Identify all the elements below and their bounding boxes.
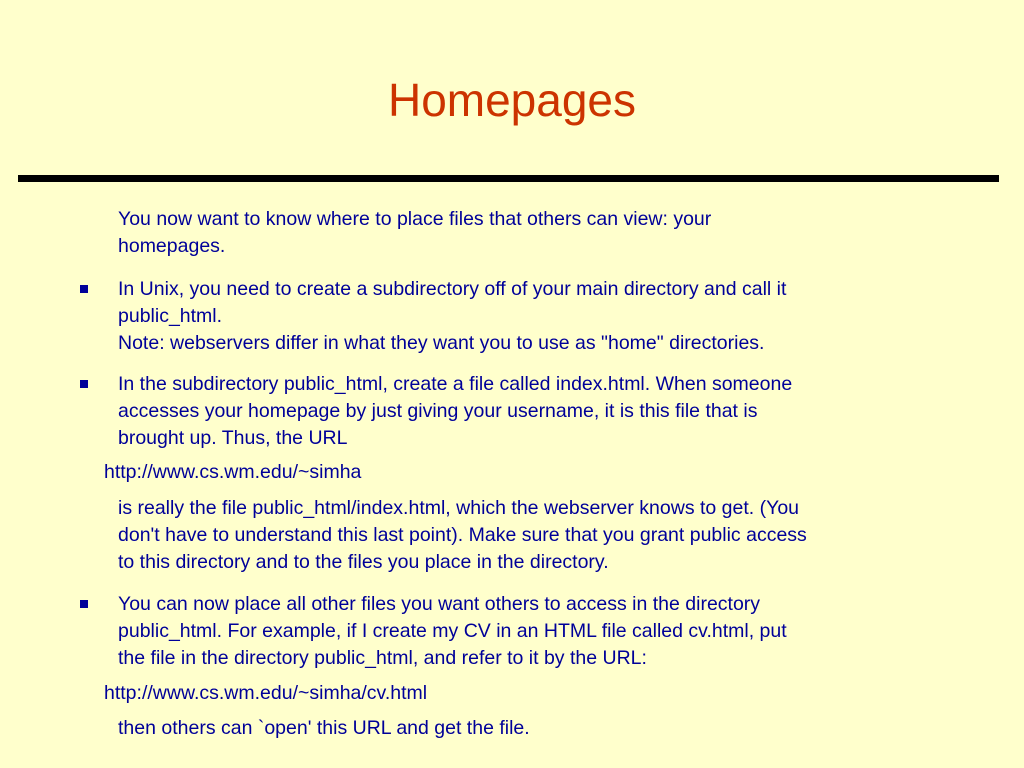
text-line: don't have to understand this last point). Make sure that you grant public access [118,524,807,546]
text-line: to this directory and to the files you place in the directory. [118,551,609,573]
intro-paragraph [118,206,948,260]
bullet-paragraph-unix [118,276,948,357]
text-line: brought up. Thus, the URL [118,427,348,449]
square-bullet-icon [80,276,90,286]
text-line: public_html. For example, if I create my CV in an HTML file called cv.html, put [118,620,787,642]
text-line: accesses your homepage by just giving your username, it is this file that is [118,400,758,422]
slide-title: Homepages [387,74,637,126]
bullet-paragraph-other-files [118,591,948,672]
text-line: You now want to know where to place files that others can view: your [118,208,712,230]
square-bullet-icon [80,591,90,601]
text-line: the file in the directory public_html, and refer to it by the URL: [118,647,647,669]
title-divider [18,175,999,182]
example-url-cv: http://www.cs.wm.edu/~simha/cv.html [104,682,428,704]
example-url-homepage: http://www.cs.wm.edu/~simha [104,461,362,483]
continuation-paragraph [118,495,948,576]
closing-line: then others can `open' this URL and get the file. [118,717,530,739]
text-line: public_html. [118,305,223,327]
text-line: is really the file public_html/index.html, which the webserver knows to get. (You [118,497,800,519]
text-line: In Unix, you need to create a subdirectory off of your main directory and call it [118,278,787,300]
square-bullet-icon [80,371,90,381]
text-line: In the subdirectory public_html, create a file called index.html. When someone [118,373,793,395]
text-line: Note: webservers differ in what they want you to use as "home" directories. [118,332,765,354]
text-line: homepages. [118,235,226,257]
text-line: You can now place all other files you want others to access in the directory [118,593,761,615]
bullet-paragraph-index [118,371,948,452]
